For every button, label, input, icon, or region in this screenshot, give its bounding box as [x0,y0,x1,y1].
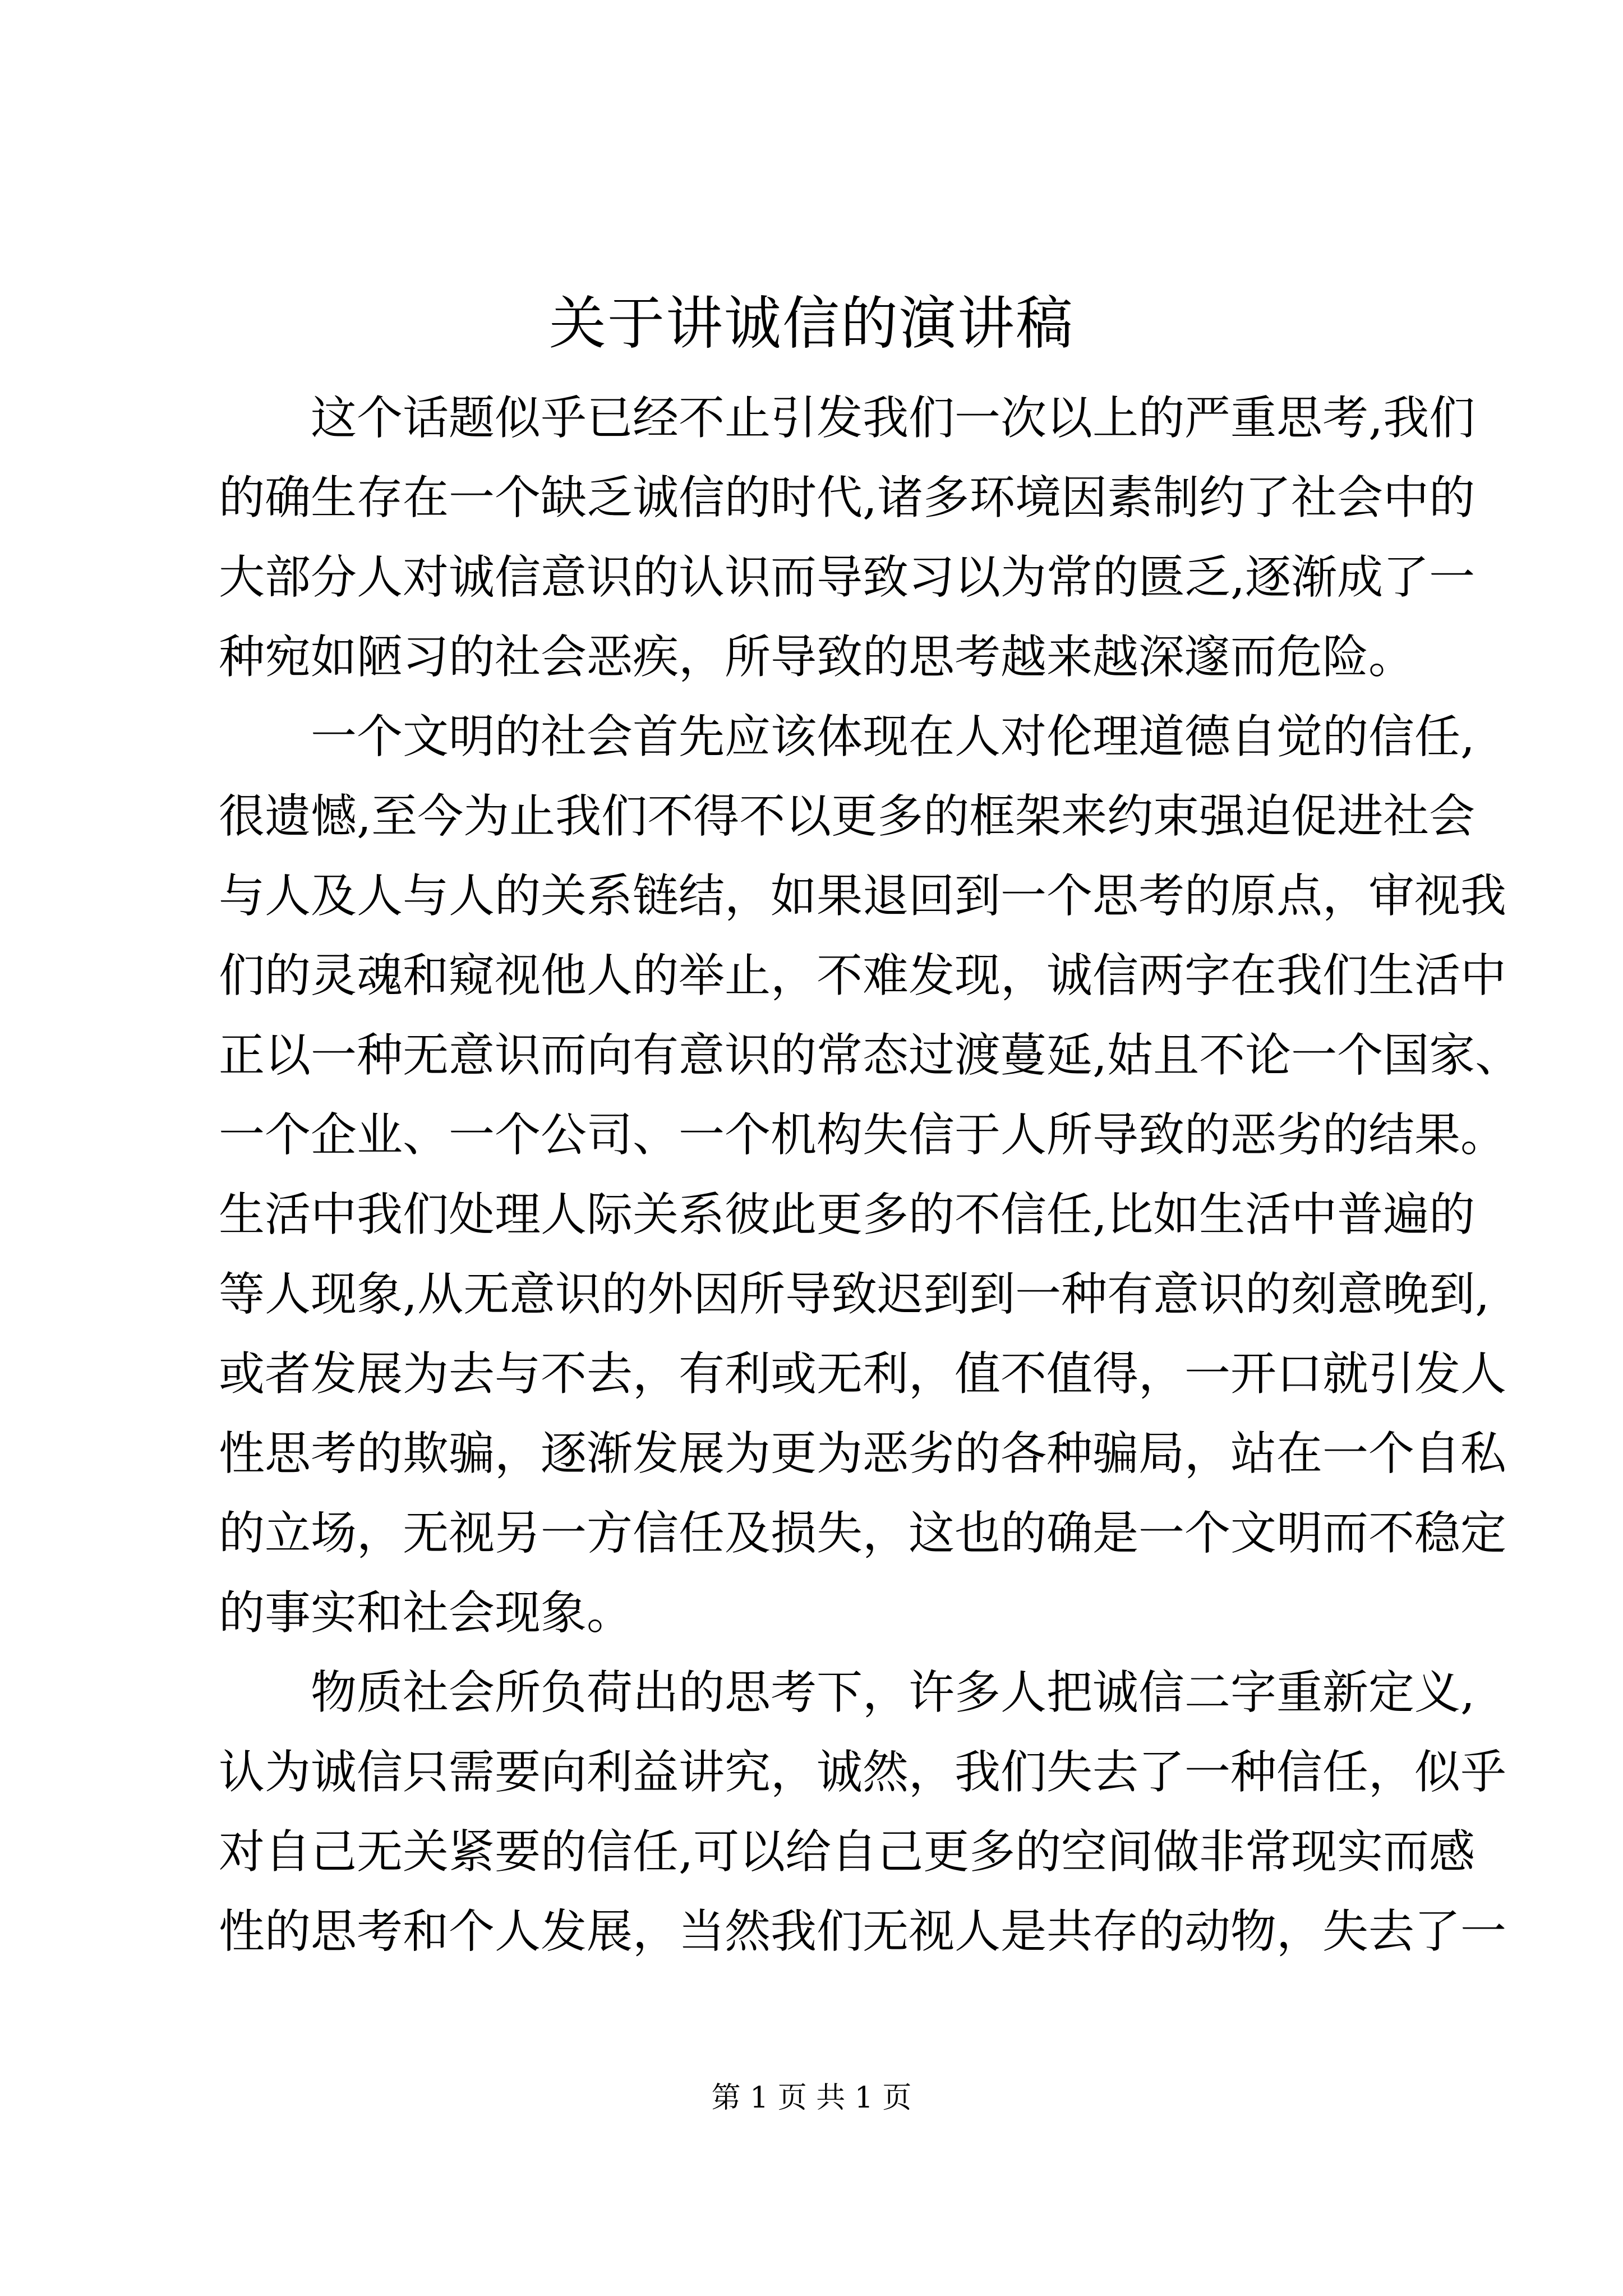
text-line: 等人现象,从无意识的外因所导致迟到到一种有意识的刻意晚到, [219,1268,1490,1321]
text-line: 一个文明的社会首先应该体现在人对伦理道德自觉的信任, [311,710,1476,763]
page-footer: 第 1 页 共 1 页 [711,2081,912,2115]
text-line: 性的思考和个人发展，当然我们无视人是共存的动物，失去了一 [219,1905,1507,1958]
text-line: 种宛如陋习的社会恶疾，所导致的思考越来越深邃而危险。 [219,631,1415,684]
text-line: 性思考的欺骗，逐渐发展为更为恶劣的各种骗局，站在一个自私 [219,1427,1507,1480]
text-line: 这个话题似乎已经不止引发我们一次以上的严重思考,我们 [311,392,1476,445]
text-line: 的立场，无视另一方信任及损失，这也的确是一个文明而不稳定 [219,1507,1507,1560]
text-line: 对自己无关紧要的信任,可以给自己更多的空间做非常现实而感 [219,1825,1476,1879]
text-line: 或者发展为去与不去，有利或无利，值不值得，一开口就引发人 [219,1347,1507,1401]
text-line: 与人及人与人的关系链结，如果退回到一个思考的原点，审视我 [219,869,1507,923]
text-line: 一个企业、一个公司、一个机构失信于人所导致的恶劣的结果。 [219,1108,1507,1162]
document-title: 关于讲诚信的演讲稿 [549,291,1074,357]
text-line: 物质社会所负荷出的思考下，许多人把诚信二字重新定义, [311,1666,1476,1719]
text-line: 的确生存在一个缺乏诚信的时代,诸多环境因素制约了社会中的 [219,471,1476,524]
text-line: 们的灵魂和窥视他人的举止，不难发现，诚信两字在我们生活中 [219,949,1507,1002]
text-line: 的事实和社会现象。 [219,1586,633,1640]
document-body [219,379,1521,1972]
text-line: 大部分人对诚信意识的认识而导致习以为常的匮乏,逐渐成了一 [219,551,1476,604]
text-line: 生活中我们处理人际关系彼此更多的不信任,比如生活中普遍的 [219,1188,1476,1241]
text-line: 很遗憾,至今为止我们不得不以更多的框架来约束强迫促进社会 [219,790,1476,843]
text-line: 正以一种无意识而向有意识的常态过渡蔓延,姑且不论一个国家、 [219,1029,1521,1082]
text-line: 认为诚信只需要向利益讲究，诚然，我们失去了一种信任，似乎 [219,1746,1507,1799]
